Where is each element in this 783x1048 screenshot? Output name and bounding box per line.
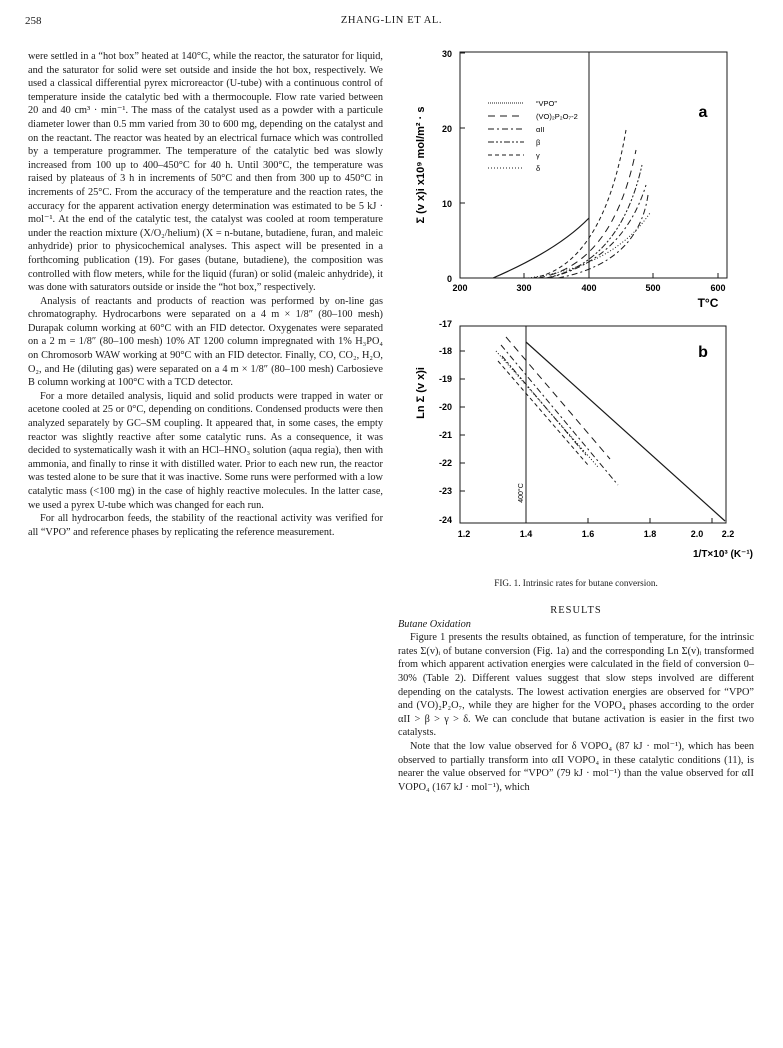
panel-a-ylabel: Σ (v x)i x10⁹ mol/m² · s xyxy=(415,106,427,224)
section-heading: RESULTS xyxy=(550,605,602,616)
panel-b-line-alpha xyxy=(501,345,618,485)
panel-a-xtick: 400 xyxy=(581,283,597,293)
legend-item: αII xyxy=(536,125,545,134)
panel-a-xtick: 200 xyxy=(452,283,468,293)
legend-item: (VO)₂P₂O₇-2 xyxy=(536,112,578,121)
paragraph-6: Note that the low value observed for δ VOPO₄ (87 kJ · mol⁻¹), which has been observed to partially transform into αII VOPO₄ in these catalytic conditions (11), is nearer the value observed for “VPO” (79 kJ · mol⁻¹) than the value observed for αII VOPO₄ (167 kJ · mol⁻¹), which xyxy=(398,740,754,793)
paragraph-5: Figure 1 presents the results obtained, as function of temperature, for the intrinsic rates Σ(v)ᵢ of butane conversion (Fig. 1a) and the corresponding Ln Σ(v)ᵢ transformed from which apparent activation energies were calculated in the field of conversion 0–30% (Table 2). Different values suggest that slow steps involved are different depending on the catalysts. The lowest activation energies are observed for “VPO” and (VO)₂P₂O₇, while they are higher for the VOPO₄ phases according to the order αII > β > γ > δ. We can conclude that butane activation is easier in the first two catalysts. xyxy=(398,632,754,739)
paragraph-3: For a more detailed analysis, liquid and solid products were trapped in water or acetone cooled at 25 or 0°C, depending on conditions. Condensed products were then analyzed separately by GC–SM coupling. It appeared that, in some cases, the empty reactor was slightly reactive after some catalytic runs. As a consequence, it was decided to systematically wash it with an HCl–HNO₃ solution (aqua regia), then with ammonia, and finally to rinse it with distilled water. Prior to each new run, the reactor was tested alone to be sure that it was inactive. Some runs were performed with a low catalytic mass (<100 mg) in the case of highly reactive molecules. In the latter case, we used a pyrex U-tube which was changed for each run. xyxy=(28,390,383,511)
panel-a-ytick: 0 xyxy=(446,274,452,284)
panel-a-label: a xyxy=(698,104,708,121)
panel-a-legend xyxy=(488,99,578,173)
page-number: 258 xyxy=(25,15,42,27)
paragraph-1: were settled in a “hot box” heated at 140°C, while the reactor, the saturator for liquid, and the saturator for solid were set outside and inside the hot box, respectively. We used a classical differential pyrex microreactor (U-tube) with a continuous control of temperature inside the catalytic bed with a thermocouple. Flow rate varied between 20 and 40 cm³ · min⁻¹. The mass of the catalyst used as a powder with a particule diameter lower than 0.5 mm varied from 30 to 600 mg, depending on the catalyst and on the reactant. The reactor was heated by an electrical furnace which was controlled by a temperature programmer. The temperature of the catalytic bed was slowly increased from 100 up to 400–450°C for 40 h. Until 300°C, the temperature was raised by plateaus of 3 h in increments of 50°C and then from 300 up to 450°C in increments of 25°C. From the accuracy of the temperature and the reaction rates, the accuracy for the apparent activation energy determination was estimated to be 5 kJ · mol⁻¹. At the end of the catalytic test, the catalyst was cooled at room temperature under the reaction mixture (X/O₂/helium) (X = n-butane, butadiene, furan, and maleic anhydride) prior to physicochemical analyses. This aspect will be presented in a forthcoming publication (19). For gases (butane, butadiene), the composition was controlled with flow meters, while for the liquid (furan) or solid (maleic anhydride), it was done with saturators outside or inside the “hot box,” respectively. xyxy=(28,51,383,294)
panel-a-xtick: 600 xyxy=(710,283,726,293)
panel-b-marker-label: 400°C xyxy=(518,483,525,503)
panel-b-xtick: 1.6 xyxy=(581,529,595,539)
legend-item: “VPO” xyxy=(536,99,557,108)
panel-a-ytick: 20 xyxy=(441,124,452,134)
panel-a-ytick: 10 xyxy=(441,199,452,209)
panel-a-curve-alpha xyxy=(548,185,646,278)
panel-b-ytick: -19 xyxy=(438,374,452,384)
panel-a-xlabel: T°C xyxy=(697,296,719,310)
panel-b-line-vpo xyxy=(526,342,725,521)
running-head: ZHANG-LIN ET AL. xyxy=(340,15,443,26)
panel-b-line-vo2p2o7 xyxy=(506,337,610,459)
figure-1 xyxy=(398,45,758,585)
panel-b-ylabel: Ln Σ (v x)i xyxy=(415,367,427,419)
panel-a-curve-beta xyxy=(546,165,642,278)
panel-a-xtick: 500 xyxy=(645,283,661,293)
panel-b-xtick: 1.4 xyxy=(519,529,533,539)
panel-b-ytick: -17 xyxy=(438,319,452,329)
panel-a-curve-gamma xyxy=(533,130,626,278)
panel-b-ytick: -24 xyxy=(438,515,452,525)
legend-item: β xyxy=(536,138,541,147)
panel-b-label: b xyxy=(698,344,708,361)
panel-b-ytick: -18 xyxy=(438,346,452,356)
panel-a-frame xyxy=(460,52,727,278)
right-column xyxy=(398,604,754,794)
legend-item: γ xyxy=(536,151,540,160)
panel-b-ytick: -23 xyxy=(438,486,452,496)
panel-b-ytick: -22 xyxy=(438,458,452,468)
panel-a-ytick: 30 xyxy=(441,49,452,59)
panel-b-frame xyxy=(460,326,726,523)
legend-item: δ xyxy=(536,164,541,173)
panel-b-xlabel: 1/T×10³ (K⁻¹) xyxy=(692,549,753,560)
panel-b-xtick: 2.2 xyxy=(721,529,735,539)
panel-a-curve-alpha-2 xyxy=(558,195,648,278)
panel-b xyxy=(415,319,753,560)
panel-a-curve-vo2p2o7 xyxy=(538,150,636,278)
left-column xyxy=(28,50,383,539)
paragraph-4: For all hydrocarbon feeds, the stability of the reactional activity was verified for all “VPO” and reference phases by replicating the reference measurement. xyxy=(28,513,383,538)
panel-b-xtick: 2.0 xyxy=(690,529,704,539)
subsection-heading: Butane Oxidation xyxy=(398,618,471,630)
panel-b-ytick: -20 xyxy=(438,402,452,412)
panel-b-xtick: 1.2 xyxy=(457,529,471,539)
panel-b-xtick: 1.8 xyxy=(643,529,657,539)
panel-a-xtick: 300 xyxy=(516,283,532,293)
figure-caption: FIG. 1. Intrinsic rates for butane conversion. xyxy=(494,578,658,588)
panel-b-line-gamma xyxy=(498,361,588,465)
panel-b-ytick: -21 xyxy=(438,430,452,440)
figure-1-svg xyxy=(398,45,758,585)
panel-a xyxy=(415,49,727,310)
paragraph-2: Analysis of reactants and products of reaction was performed by on-line gas chromatography. Hydrocarbons were separated on a 4 m × 1/8″ (80–100 mesh) Durapak column working at 60°C with an FID detector. Oxygenates were separated on a 2 m = 1/8″ (80–100 mesh) 10% AT 1200 column impregnated with 1% H₃PO₄ on Chromosorb WAW working at 90°C with an FID detector. Finally, CO, CO₂, H₂O, O₂, and He (diluting gas) were separated on a 4 m × 1/8″ (80–100 mesh) Carbosieve B column working at 100°C with a TCD detector. xyxy=(28,295,383,389)
